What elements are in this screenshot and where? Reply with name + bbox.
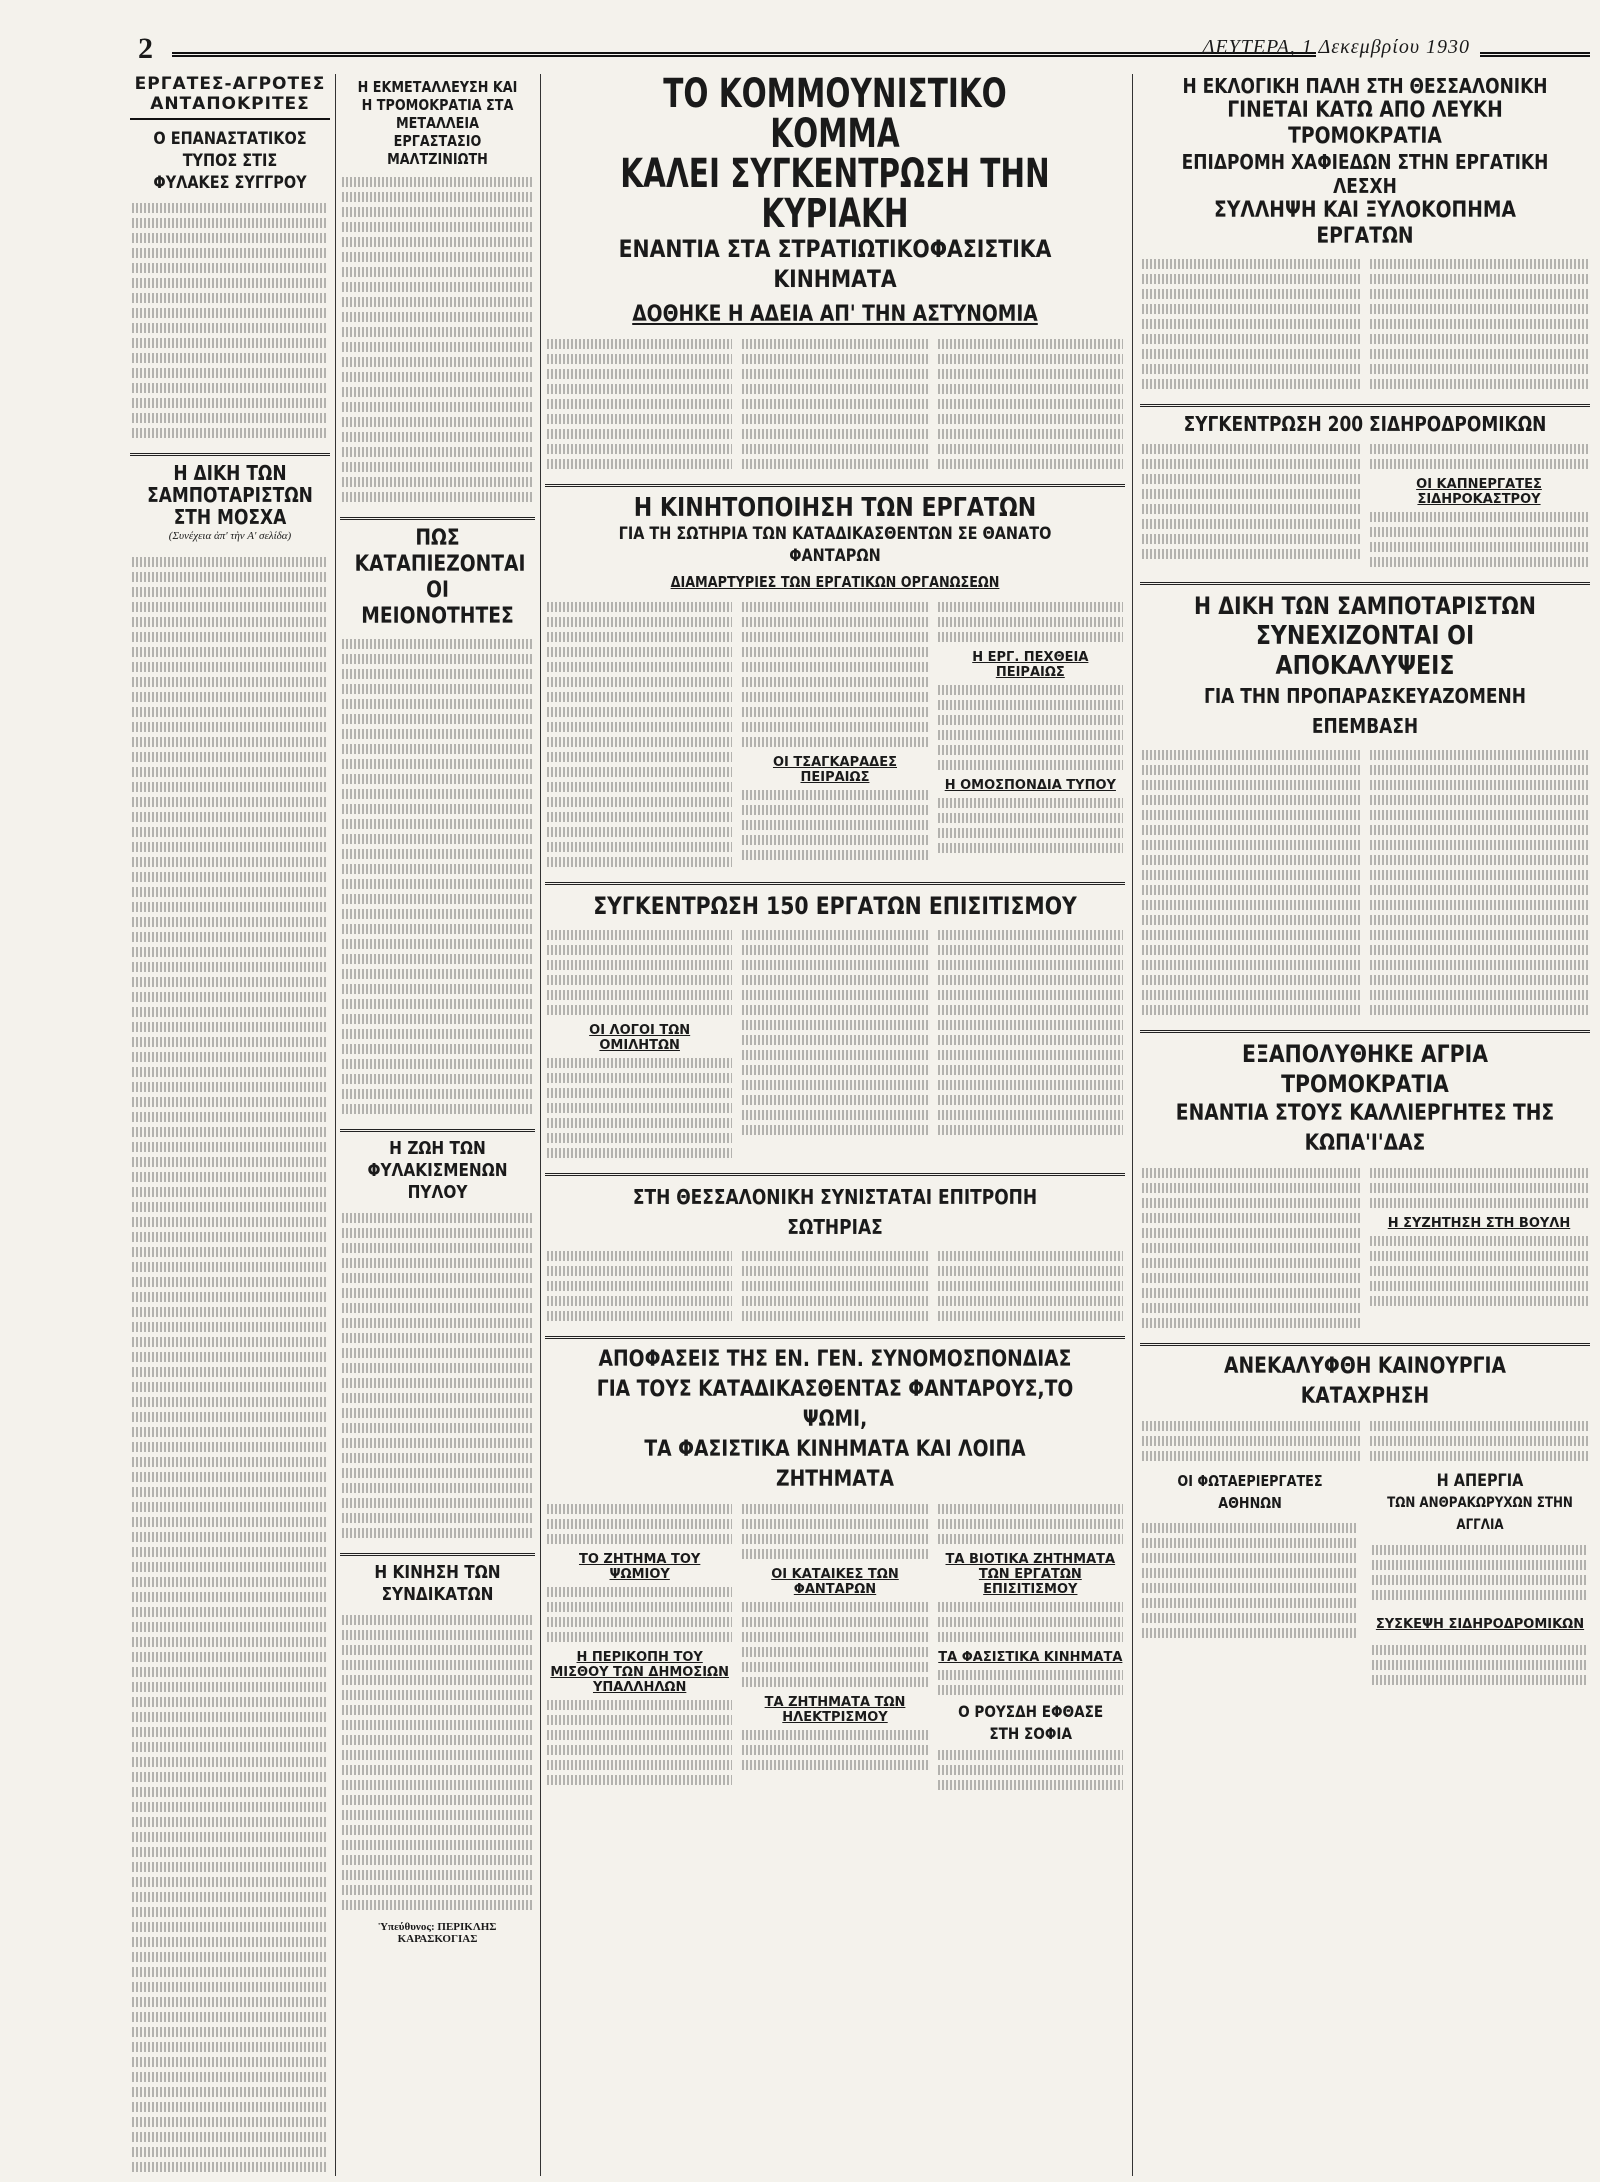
terror-body: [1140, 1159, 1590, 1337]
subhead-electricity: ΤΑ ΖΗΤΗΜΑΤΑ ΤΩΝ ΗΛΕΚΤΡΙΣΜΟΥ: [764, 1695, 906, 1725]
lead-subheadline: ΔΟΘΗΚΕ Η ΑΔΕΙΑ ΑΠ' ΤΗΝ ΑΣΤΥΝΟΜΙΑ: [632, 302, 1038, 327]
headline-prisoners-life: Η ΖΩΗ ΤΩΝ ΦΥΛΑΚΙΣΜΕΝΩΝ ΠΥΛΟΥ: [367, 1138, 508, 1203]
lead-article-body: [545, 330, 1125, 478]
issue-date: ΔΕΥΤΕΡΑ, 1 Δεκεμβρίου 1930: [1202, 36, 1470, 58]
section-kicker: ΕΡΓΑΤΕΣ-ΑΓΡΟΤΕΣ ΑΝΤΑΠΟΚΡΙΤΕΣ: [130, 74, 330, 120]
election-headline-2: ΓΙΝΕΤΑΙ ΚΑΤΩ ΑΠΟ ΛΕΥΚΗ ΤΡΟΜΟΚΡΑΤΙΑ: [1227, 98, 1503, 149]
headline-minorities: ΠΩΣ ΚΑΤΑΠΙΕΖΟΝΤΑΙ ΟΙ ΜΕΙΟΝΟΤΗΤΕΣ: [354, 526, 526, 629]
orousi-headline: Ο ΡΟΥΣΔΗ ΕΦΘΑΣΕ ΣΤΗ ΣΟΦΙΑ: [957, 1702, 1103, 1743]
subhead-railway-meeting: ΣΥΣΚΕΨΗ ΣΙΔΗΡΟΔΡΟΜΙΚΩΝ: [1375, 1617, 1585, 1632]
mobilization-subheadline: ΓΙΑ ΤΗ ΣΩΤΗΡΙΑ ΤΩΝ ΚΑΤΑΔΙΚΑΣΘΕΝΤΩΝ ΣΕ ΘΑΝΑΤΟ ΦΑΝΤΑΡΩΝ: [618, 524, 1052, 566]
election-headline-4: ΣΥΛΛΗΨΗ ΚΑΙ ΞΥΛΟΚΟΠΗΜΑ ΕΡΓΑΤΩΝ: [1214, 198, 1516, 249]
column-3: [545, 74, 1125, 2176]
mobilization-headline: Η ΚΙΝΗΤΟΠΟΙΗΣΗ ΤΩΝ ΕΡΓΑΤΩΝ: [633, 493, 1037, 523]
railway-headline: ΣΥΓΚΕΝΤΡΩΣΗ 200 ΣΙΔΗΡΟΔΡΟΜΙΚΩΝ: [1183, 412, 1547, 436]
gasworkers-headline: ΟΙ ΦΩΤΑΕΡΙΕΡΓΑΤΕΣ ΑΘΗΝΩΝ: [1177, 1472, 1323, 1512]
headline-moscow-trial: Η ΔΙΚΗ ΤΩΝ ΣΑΜΠΟΤΑΡΙΣΤΩΝ ΣΤΗ ΜΟΣΧΑ: [147, 461, 313, 529]
bottom-row: [1140, 1470, 1590, 1694]
page-number: 2: [138, 32, 153, 65]
election-headline-1: Η ΕΚΛΟΓΙΚΗ ΠΑΛΗ ΣΤΗ ΘΕΣΣΑΛΟΝΙΚΗ: [1182, 74, 1548, 98]
embezzlement-headline: ΑΝΕΚΑΛΥΦΘΗ ΚΑΙΝΟΥΡΓΙΑ ΚΑΤΑΧΡΗΣΗ: [1224, 1354, 1506, 1409]
election-headline-3: ΕΠΙΔΡΟΜΗ ΧΑΦΙΕΔΩΝ ΣΤΗΝ ΕΡΓΑΤΙΚΗ ΛΕΣΧΗ: [1181, 150, 1549, 198]
headline-revolutionary-press: Ο ΕΠΑΝΑΣΤΑΤΙΚΟΣ ΤΥΠΟΣ ΣΤΙΣ ΦΥΛΑΚΕΣ ΣΥΓΓΡΟΥ: [153, 129, 307, 193]
article-body: [340, 1606, 535, 1919]
subhead-speakers: ΟΙ ΛΟΓΟΙ ΤΩΝ ΟΜΙΛΗΤΩΝ: [589, 1023, 691, 1053]
thessaloniki-body: [545, 1242, 1125, 1330]
column-4: [1140, 74, 1590, 2176]
lead-headline-line1: ΤΟ ΚΟΜΜΟΥΝΙΣΤΙΚΟ ΚΟΜΜΑ: [663, 74, 1007, 157]
column-2: [340, 74, 535, 2176]
sabotage-trial-headline-2: ΣΥΝΕΧΙΖΟΝΤΑΙ ΟΙ ΑΠΟΚΑΛΥΨΕΙΣ: [1255, 621, 1475, 681]
column-divider: [1132, 74, 1133, 2176]
subhead-parliament-debate: Η ΣΥΖΗΤΗΣΗ ΣΤΗ ΒΟΥΛΗ: [1387, 1216, 1571, 1231]
terror-headline-2: ΕΝΑΝΤΙΑ ΣΤΟΥΣ ΚΑΛΛΙΕΡΓΗΤΕΣ ΤΗΣ ΚΩΠΑ'Ι'ΔΑΣ: [1175, 1101, 1555, 1156]
confederation-headline-1: ΑΠΟΦΑΣΕΙΣ ΤΗΣ ΕΝ. ΓΕΝ. ΣΥΝΟΜΟΣΠΟΝΔΙΑΣ: [598, 1347, 1072, 1372]
lead-headline-line2: ΚΑΛΕΙ ΣΥΓΚΕΝΤΡΩΣΗ ΤΗΝ ΚΥΡΙΑΚΗ: [620, 151, 1050, 237]
mobilization-body: [545, 593, 1125, 876]
subhead-shoemakers: ΟΙ ΤΣΑΓΚΑΡΑΔΕΣ ΠΕΙΡΑΙΩΣ: [772, 755, 898, 785]
embezzlement-body: [1140, 1412, 1590, 1470]
confederation-headline-2: ΓΙΑ ΤΟΥΣ ΚΑΤΑΔΙΚΑΣΘΕΝΤΑΣ ΦΑΝΤΑΡΟΥΣ,ΤΟ ΨΩΜΙ,: [596, 1377, 1074, 1432]
column-1: [130, 74, 330, 2176]
subhead-salary-cut: Η ΠΕΡΙΚΟΠΗ ΤΟΥ ΜΙΣΘΟΥ ΤΩΝ ΔΗΜΟΣΙΩΝ ΥΠΑΛΛΗΛΩΝ: [550, 1650, 729, 1695]
subhead-tobacco-workers: ΟΙ ΚΑΠΝΕΡΓΑΤΕΣ ΣΙΔΗΡΟΚΑΣΤΡΟΥ: [1416, 477, 1542, 507]
article-body: [130, 548, 330, 2176]
miners-strike-headline-1: Η ΑΠΕΡΓΙΑ: [1436, 1471, 1524, 1491]
column-divider: [540, 74, 541, 2176]
sabotage-trial-headline-3: ΓΙΑ ΤΗΝ ΠΡΟΠΑΡΑΣΚΕΥΑΖΟΜΕΝΗ ΕΠΕΜΒΑΣΗ: [1204, 684, 1526, 738]
sabotage-trial-headline-1: Η ΔΙΚΗ ΤΩΝ ΣΑΜΠΟΤΑΡΙΣΤΩΝ: [1194, 592, 1536, 620]
masthead-rule-right: [1480, 52, 1590, 57]
masthead-rule: [172, 52, 1316, 57]
thessaloniki-committee-headline: ΣΤΗ ΘΕΣΣΑΛΟΝΙΚΗ ΣΥΝΙΣΤΑΤΑΙ ΕΠΙΤΡΟΠΗ ΣΩΤΗΡΙΑΣ: [632, 1185, 1038, 1239]
masthead: [0, 28, 1600, 68]
mobilization-subheadline-2: ΔΙΑΜΑΡΤΥΡΙΕΣ ΤΩΝ ΕΡΓΑΤΙΚΩΝ ΟΡΓΑΝΩΣΕΩΝ: [670, 573, 1000, 591]
headline-unions-movement: Η ΚΙΝΗΣΗ ΤΩΝ ΣΥΝΔΙΚΑΤΩΝ: [374, 1562, 501, 1605]
sabotage-trial-body: [1140, 741, 1590, 1024]
subhead-piraeus-union: Η ΕΡΓ. ΠΕΧΘΕΙΑ ΠΕΙΡΑΙΩΣ: [972, 650, 1089, 680]
responsible-editor: Ὑπεύθυνος: ΠΕΡΙΚΛΗΣ ΚΑΡΑΣΚΟΓΙΑΣ: [378, 1921, 497, 1945]
continuation-note: (Συνέχεια ἀπ' τὴν Α' σελίδα): [168, 530, 292, 542]
subhead-press-federation: Η ΟΜΟΣΠΟΝΔΙΑ ΤΥΠΟΥ: [944, 778, 1116, 793]
gathering-headline: ΣΥΓΚΕΝΤΡΩΣΗ 150 ΕΡΓΑΤΩΝ ΕΠΙΣΙΤΙΣΜΟΥ: [593, 892, 1077, 920]
subhead-bread: ΤΟ ΖΗΤΗΜΑ ΤΟΥ ΨΩΜΙΟΥ: [578, 1552, 701, 1582]
article-body: [130, 194, 330, 447]
subhead-living-issues: ΤΑ ΒΙΟΤΙΚΑ ΖΗΤΗΜΑΤΑ ΤΩΝ ΕΡΓΑΤΩΝ ΕΠΙΣΙΤΙΣΜΟΥ: [945, 1552, 1116, 1597]
gathering-body: [545, 921, 1125, 1167]
miners-strike-headline-2: ΤΩΝ ΑΝΘΡΑΚΩΡΥΧΩΝ ΣΤΗΝ ΑΓΓΛΙΑ: [1387, 1495, 1573, 1533]
article-body: [340, 168, 535, 511]
railway-body: [1140, 435, 1590, 576]
article-body: [340, 630, 535, 1123]
subhead-soldiers-sentences: ΟΙ ΚΑΤΑΙΚΕΣ ΤΩΝ ΦΑΝΤΑΡΩΝ: [771, 1567, 899, 1597]
confederation-headline-3: ΤΑ ΦΑΣΙΣΤΙΚΑ ΚΙΝΗΜΑΤΑ ΚΑΙ ΛΟΙΠΑ ΖΗΤΗΜΑΤΑ: [644, 1437, 1026, 1492]
headline-mines-exploitation: Η ΕΚΜΕΤΑΛΛΕΥΣΗ ΚΑΙ Η ΤΡΟΜΟΚΡΑΤΙΑ ΣΤΑ ΜΕΤΑΛΛΕΙΑ ΕΡΓΑΣΤΑΣΙΟ ΜΑΛΤΖΙΝΙΩΤΗ: [357, 78, 518, 168]
lead-headline-line3: ΕΝΑΝΤΙΑ ΣΤΑ ΣΤΡΑΤΙΩΤΙΚΟΦΑΣΙΣΤΙΚΑ ΚΙΝΗΜΑΤΑ: [618, 235, 1052, 293]
terror-headline-1: ΕΞΑΠΟΛΥΘΗΚΕ ΑΓΡΙΑ ΤΡΟΜΟΚΡΑΤΙΑ: [1242, 1040, 1488, 1098]
election-body: [1140, 250, 1590, 398]
article-body: [340, 1204, 535, 1547]
column-divider: [335, 74, 336, 2176]
confederation-body: [545, 1495, 1125, 1799]
subhead-fascist-movements: ΤΑ ΦΑΣΙΣΤΙΚΑ ΚΙΝΗΜΑΤΑ: [938, 1650, 1123, 1665]
